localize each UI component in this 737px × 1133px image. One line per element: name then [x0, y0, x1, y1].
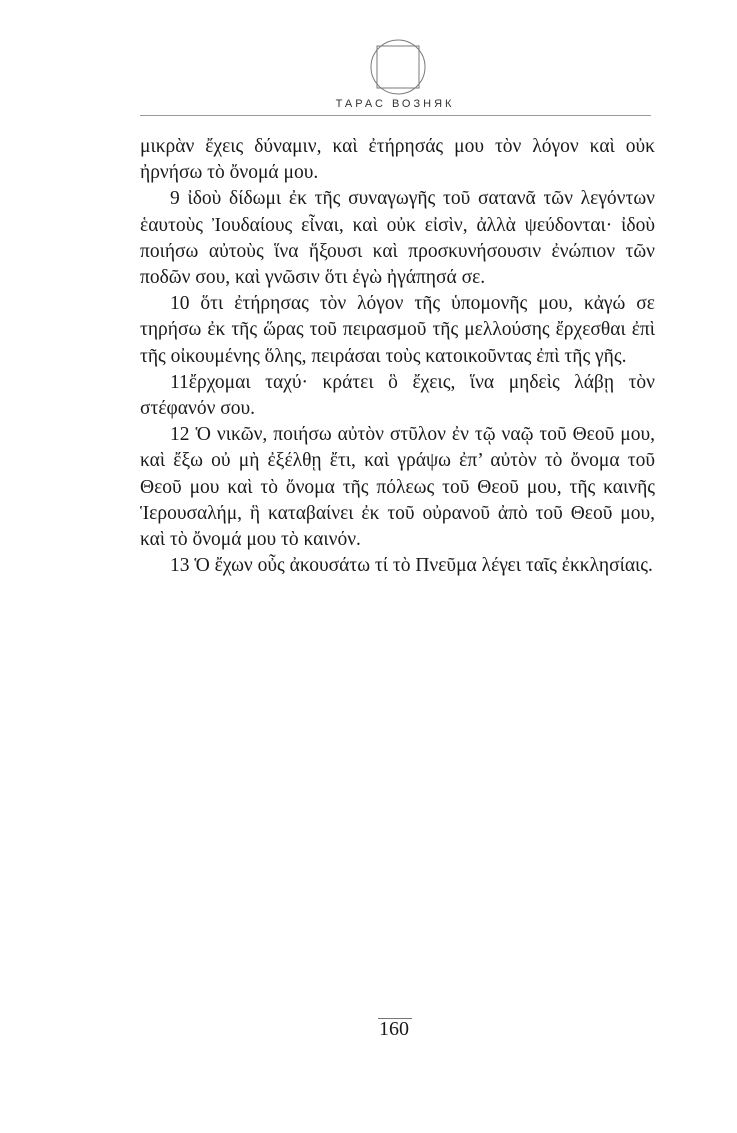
page-number: 160: [379, 1018, 409, 1040]
paragraph: 13 Ὁ ἔχων οὖς ἀκουσάτω τί τὸ Πνεῦμα λέγει ταῖς ἐκκλησίαις.: [170, 555, 653, 577]
main-text: [140, 134, 655, 579]
paragraph: 9 ἰδοὺ δίδωμι ἐκ τῆς συναγωγῆς τοῦ σατανᾶ τῶν λεγόντων ἑαυτοὺς Ἰουδαίους εἶναι, καὶ οὐκ εἰσὶν, ἀλλὰ ψεύδονται· ἰδοὺ ποιήσω αὐτοὺς ἵνα ἥξουσι καὶ προσκυνήσουσιν ἐνώπιον τῶν ποδῶν σου, καὶ γνῶσιν ὅτι ἐγὼ ἠγάπησά σε.: [140, 188, 655, 289]
paragraph: 11ἔρχομαι ταχύ· κράτει ὃ ἔχεις, ἵνα μηδεὶς λάβῃ τὸν στέφανόν σου.: [140, 371, 655, 420]
paragraph: μικρὰν ἔχεις δύναμιν, καὶ ἐτήρησάς μου τὸν λόγον καὶ οὐκ ἠρνήσω τὸ ὄνομά μου.: [140, 136, 655, 184]
running-head: ТАРАС ВОЗНЯК: [335, 98, 455, 110]
circle-square-emblem-icon: [369, 38, 427, 96]
header-rule: [140, 115, 651, 116]
paragraph: 10 ὅτι ἐτήρησας τὸν λόγον τῆς ὑπομονῆς μου, κἀγώ σε τηρήσω ἐκ τῆς ὥρας τοῦ πειρασμοῦ τῆς μελλούσης ἔρχεσθαι ἐπὶ τῆς οἰκουμένης ὅλης, πειράσαι τοὺς κατοικοῦντας ἐπὶ τῆς γῆς.: [140, 293, 655, 367]
paragraph: 12 Ὁ νικῶν, ποιήσω αὐτὸν στῦλον ἐν τῷ ναῷ τοῦ Θεοῦ μου, καὶ ἔξω οὐ μὴ ἐξέλθῃ ἔτι, καὶ γράψω ἐπ’ αὐτὸν τὸ ὄνομα τοῦ Θεοῦ μου καὶ τὸ ὄνομα τῆς πόλεως τοῦ Θεοῦ μου, τῆς καινῆς Ἱερουσαλήμ, ἣ καταβαίνει ἐκ τοῦ οὐρανοῦ ἀπὸ τοῦ Θεοῦ μου, καὶ τὸ ὄνομά μου τὸ καινόν.: [140, 424, 655, 551]
